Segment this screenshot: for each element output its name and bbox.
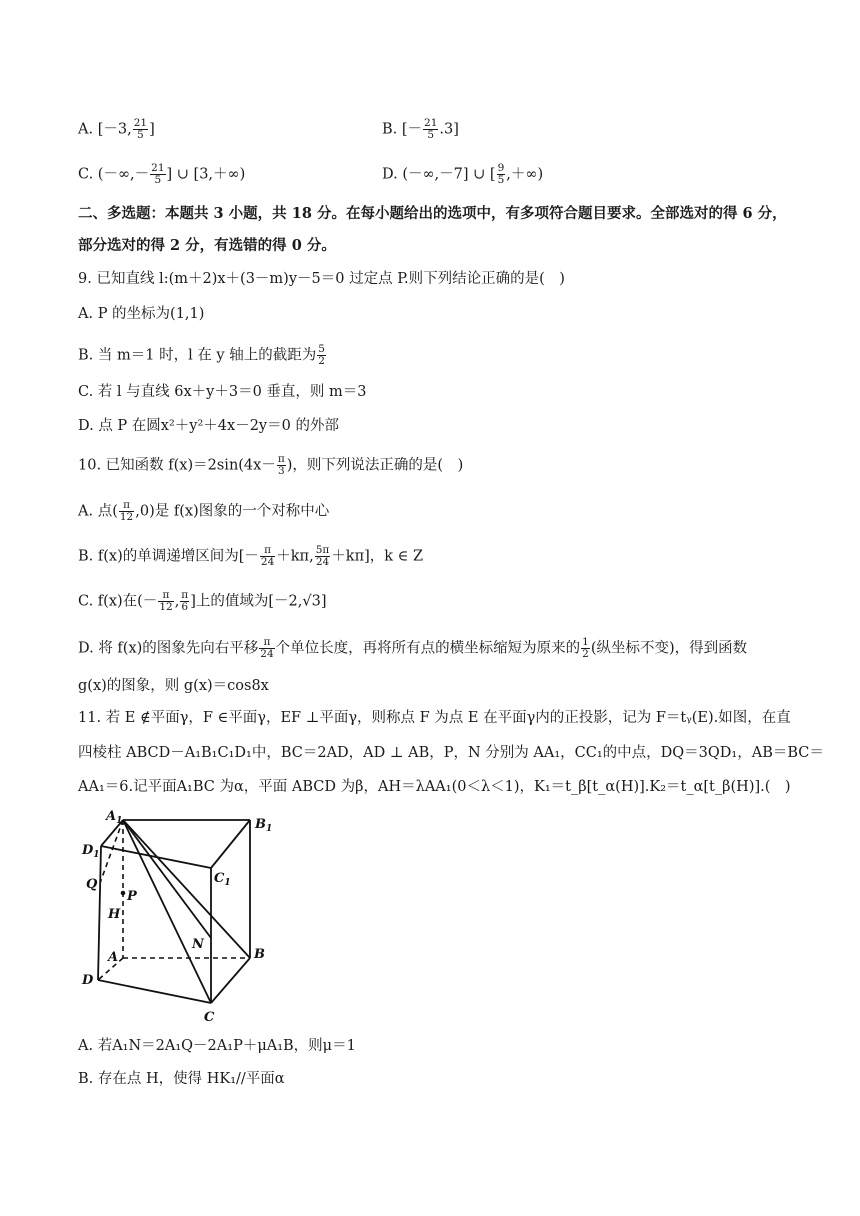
line-a1b xyxy=(123,820,250,958)
q9-option-a: A. P 的坐标为(1,1) xyxy=(78,306,205,322)
point-p xyxy=(121,891,126,896)
label-b: B xyxy=(254,947,265,962)
q10-stem: 10. 已知函数 f(x)＝2sin(4x－ $\frac{\pi}{3}$ )，则下列说法正确的是( ) xyxy=(78,453,464,477)
hidden-line-a1q xyxy=(100,820,123,883)
label-a: A xyxy=(108,950,119,965)
edge-cb xyxy=(211,958,250,1003)
q10-option-a: A. 点( $\frac{\pi}{12}$ ,0)是 f(x)图象的一个对称中心 xyxy=(78,499,330,523)
line-a1c xyxy=(123,820,211,1003)
q8-option-b: B. [－ $\frac{21}{5}$ .3] xyxy=(382,117,459,141)
label-h: H xyxy=(108,907,121,922)
q9-option-c: C. 若 l 与直线 6x＋y＋3＝0 垂直，则 m＝3 xyxy=(78,384,367,400)
section2-header-line1: 二、多选题：本题共 3 小题，共 18 分。在每小题给出的选项中，有多项符合题目要求。全部选对的得 6 分， xyxy=(78,205,787,222)
label-n: N xyxy=(192,937,204,952)
edge-b1c1 xyxy=(211,820,250,868)
q10-option-b: B. f(x)的单调递增区间为[－ $\frac{\pi}{24}$ ＋kπ, $\frac{5\pi}{24}$ ＋kπ]，k ∈ Z xyxy=(78,544,424,568)
prism-figure xyxy=(78,808,278,1026)
label-d1: $D_1$ xyxy=(82,843,100,860)
label-a1: $A_1$ xyxy=(106,809,123,826)
label-b1: $B_1$ xyxy=(255,817,273,834)
q11-stem-line1: 11. 若 E ∉平面γ，F ∈平面γ，EF ⊥平面γ，则称点 F 为点 E 在平面γ内的正投影，记为 F＝tᵧ(E).如图，在直 xyxy=(78,710,791,726)
q10-option-d: D. 将 f(x)的图象先向右平移 $\frac{\pi}{24}$ 个单位长度，再将所有点的横坐标缩短为原来的 $\frac{1}{2}$ (纵坐标不变)，得到函数 xyxy=(78,636,748,660)
q8-option-a: A. [－3, $\frac{21}{5}$ ] xyxy=(78,117,155,141)
label-c: C xyxy=(204,1010,215,1025)
q11-option-b: B. 存在点 H，使得 HK₁//平面α xyxy=(78,1071,285,1087)
q8-option-d: D. (－∞,－7] ∪ [ $\frac{9}{5}$ ,＋∞) xyxy=(382,162,544,186)
line-a1n xyxy=(123,820,211,938)
q8-option-c: C. (－∞,－ $\frac{21}{5}$ ] ∪ [3,＋∞) xyxy=(78,162,246,186)
q11-stem-line2: 四棱柱 ABCD－A₁B₁C₁D₁中，BC＝2AD，AD ⊥ AB，P，N 分别为 AA₁，CC₁的中点，DQ＝3QD₁，AB＝BC＝ xyxy=(78,745,824,761)
prism-diagram xyxy=(78,808,278,1026)
q9-option-b: B. 当 m＝1 时，l 在 y 轴上的截距为 $\frac{5}{2}$ xyxy=(78,343,325,367)
label-q: Q xyxy=(86,877,98,892)
edge-dc xyxy=(98,980,211,1003)
q11-option-a: A. 若A₁N＝2A₁Q－2A₁P＋μA₁B，则μ＝1 xyxy=(78,1038,356,1054)
q10-option-d-line2: g(x)的图象，则 g(x)＝cos8x xyxy=(78,678,269,694)
edge-d1d xyxy=(98,846,101,980)
q9-stem: 9. 已知直线 l:(m＋2)x＋(3－m)y－5＝0 过定点 P.则下列结论正确的是( ) xyxy=(78,271,565,287)
q11-stem-line3: AA₁＝6.记平面A₁BC 为α，平面 ABCD 为β，AH＝λAA₁(0＜λ＜1)，K₁＝t_β[t_α(H)].K₂＝t_α[t_β(H)].( ) xyxy=(78,779,791,795)
label-p: P xyxy=(127,889,137,904)
q9-option-d: D. 点 P 在圆x²＋y²＋4x－2y＝0 的外部 xyxy=(78,418,339,434)
q10-option-c: C. f(x)在(－ $\frac{\pi}{12}$ , $\frac{\pi}{6}$ ]上的值域为[－2,√3] xyxy=(78,589,327,613)
section2-header-line2: 部分选对的得 2 分，有选错的得 0 分。 xyxy=(78,237,336,254)
label-c1: $C_1$ xyxy=(214,871,231,888)
label-d: D xyxy=(82,973,94,988)
